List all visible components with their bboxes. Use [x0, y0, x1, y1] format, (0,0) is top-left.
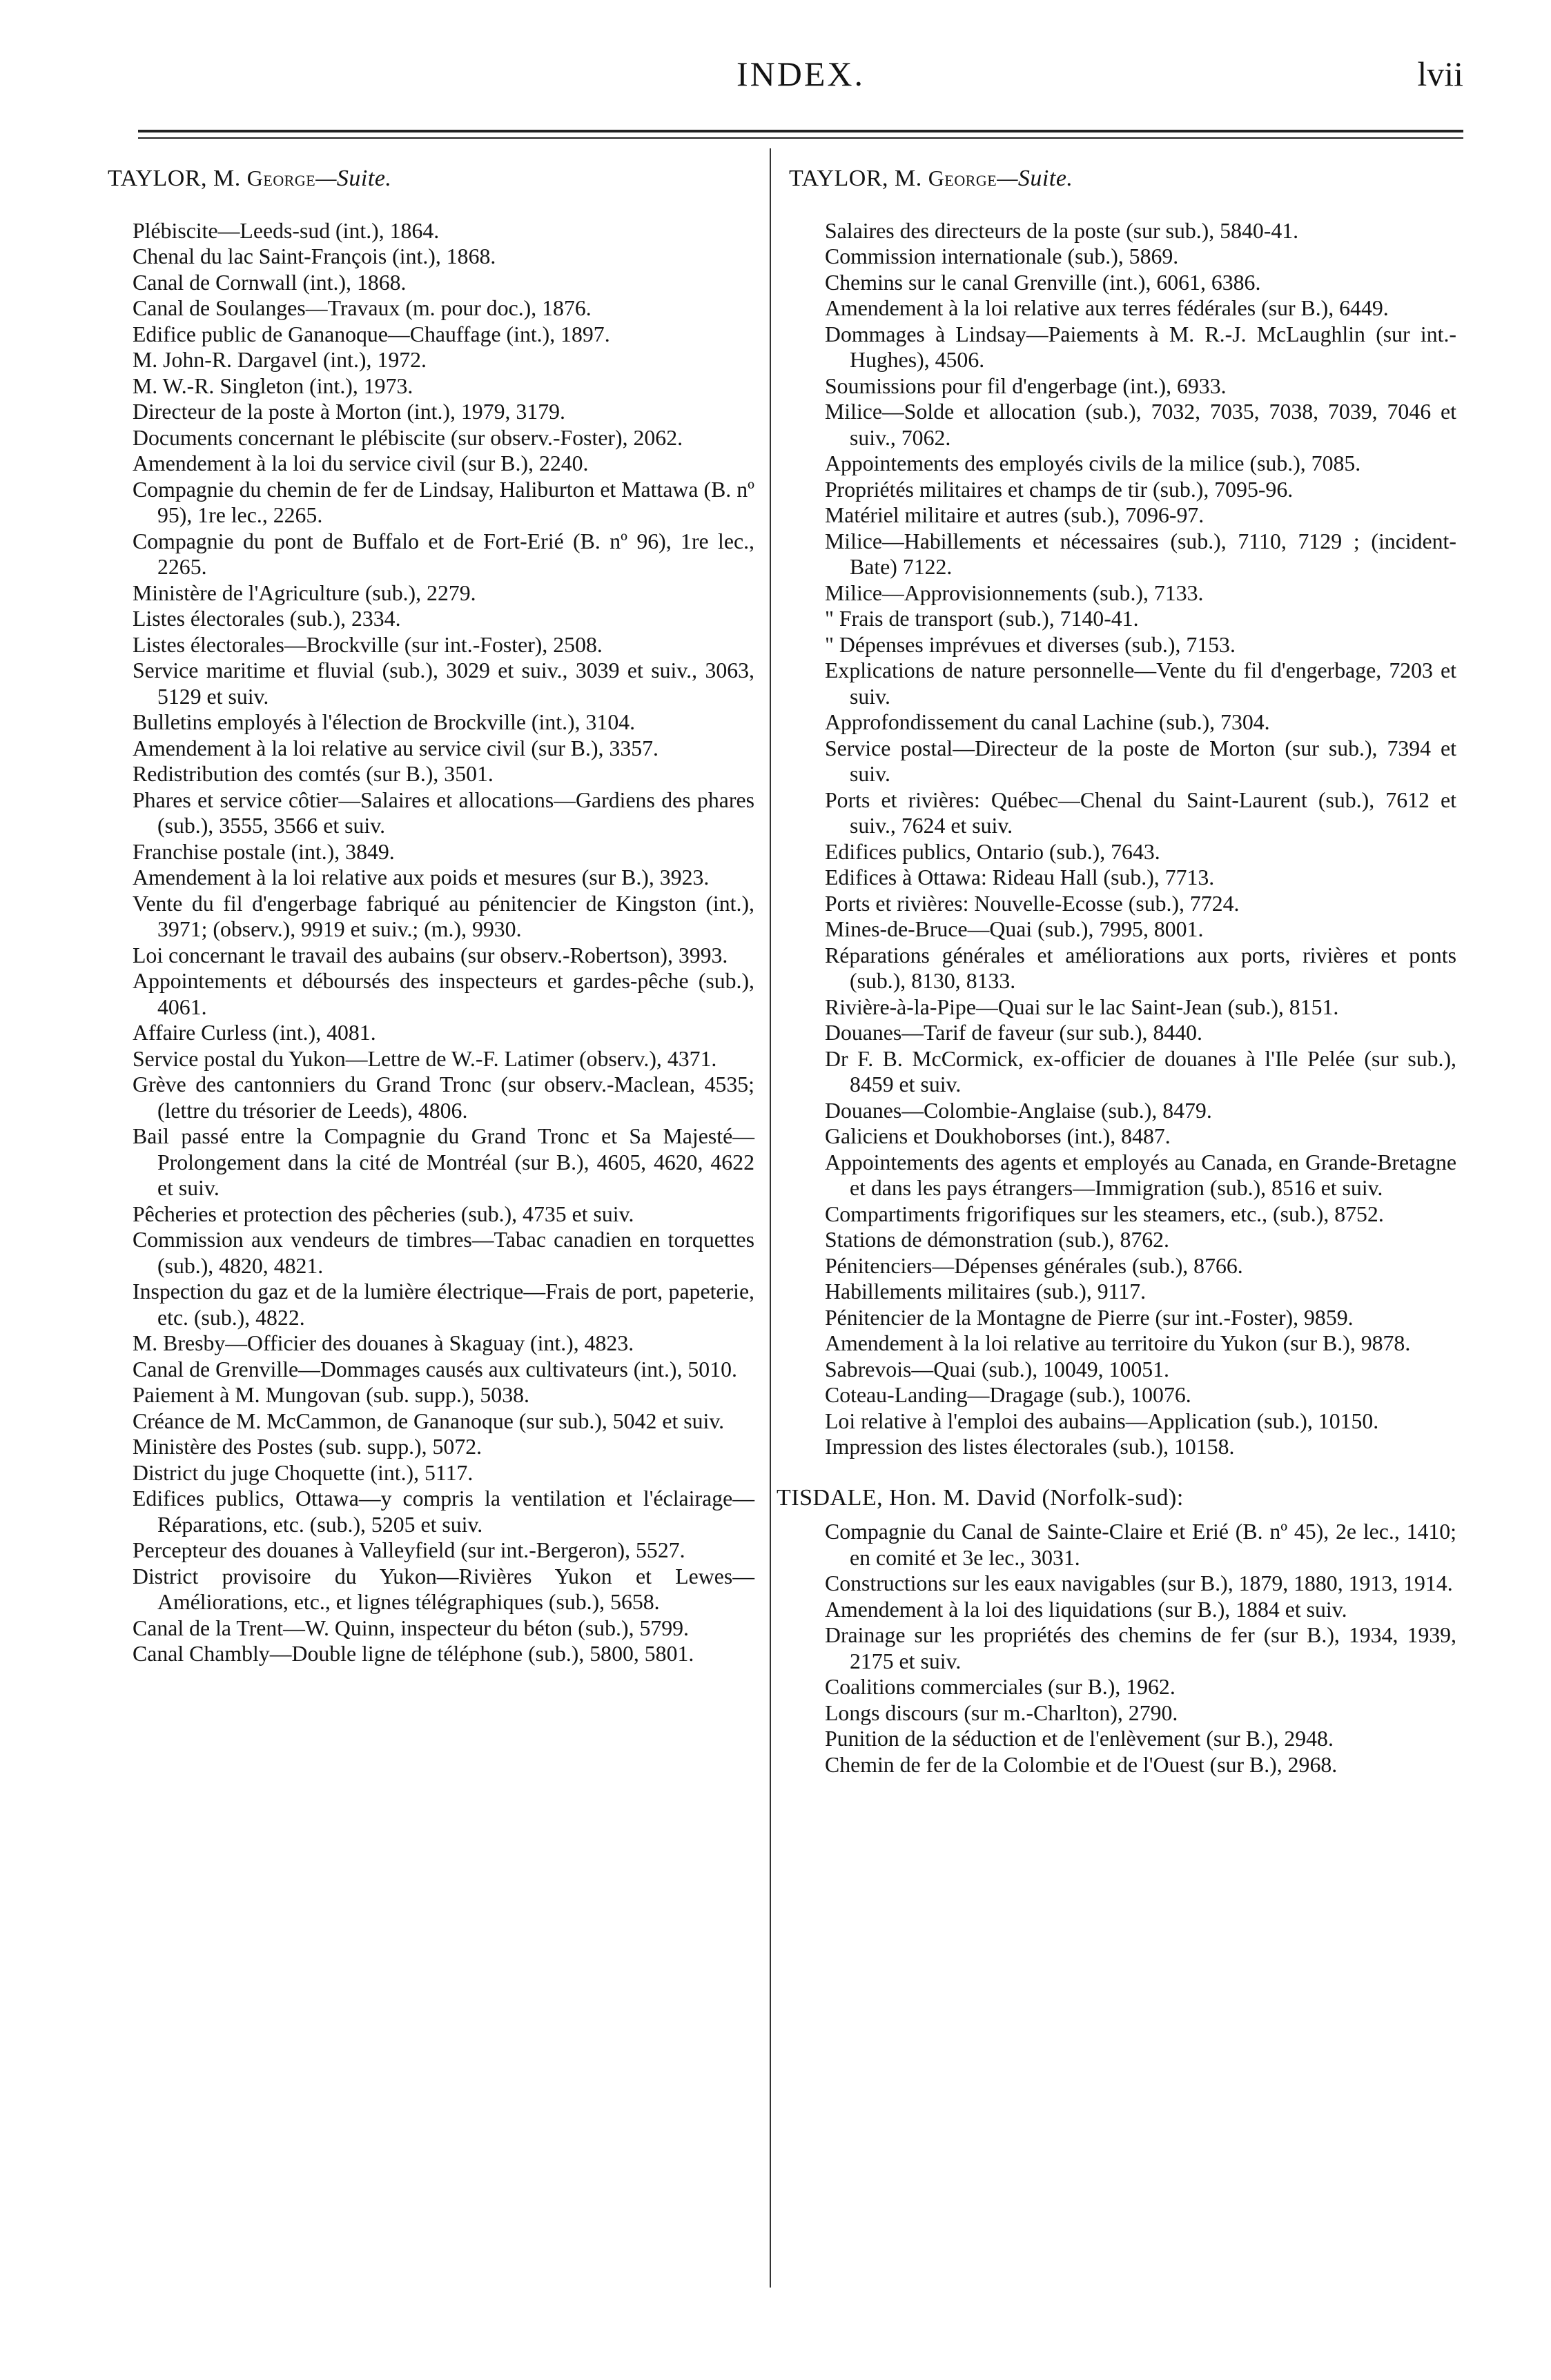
person-surname: TAYLOR, M. [789, 166, 922, 191]
index-entry: M. W.-R. Singleton (int.), 1973. [133, 373, 413, 398]
index-entry: Ministère des Postes (sub. supp.), 5072. [133, 1435, 482, 1459]
index-entry: Loi concernant le travail des aubains (sur observ.-Robertson), 3993. [133, 943, 728, 967]
index-entry: Affaire Curless (int.), 4081. [133, 1021, 376, 1045]
index-entry: Chenal du lac Saint-François (int.), 1868. [133, 244, 496, 268]
index-entry: Ports et rivières: Québec—Chenal du Saint-Laurent (sub.), 7612 et suiv., 7624 et suiv. [825, 787, 1456, 838]
index-entry: District du juge Choquette (int.), 5117. [133, 1460, 474, 1485]
index-entry: Chemin de fer de la Colombie et de l'Ouest (sur B.), 2968. [825, 1752, 1338, 1777]
index-entry: Longs discours (sur m.-Charlton), 2790. [825, 1700, 1178, 1725]
index-entry: Dr F. B. McCormick, ex-officier de douanes à l'Ile Pelée (sur sub.), 8459 et suiv. [825, 1046, 1456, 1096]
index-entry: Directeur de la poste à Morton (int.), 1979, 3179. [133, 400, 565, 424]
index-entry: Service maritime et fluvial (sub.), 3029 et suiv., 3039 et suiv., 3063, 5129 et suiv. [133, 658, 754, 709]
index-entry: Compagnie du pont de Buffalo et de Fort-Erié (B. nº 96), 1re lec., 2265. [133, 529, 754, 579]
index-entry: Punition de la séduction et de l'enlèvement (sur B.), 2948. [825, 1727, 1334, 1751]
person-firstname: David [976, 1484, 1036, 1511]
person-heading [777, 1485, 1456, 1511]
page-header [138, 54, 1463, 102]
index-entry: Réparations générales et améliorations aux ports, rivières et ponts (sub.), 8130, 8133. [825, 943, 1456, 993]
index-entry: Créance de M. McCammon, de Gananoque (sur sub.), 5042 et suiv. [133, 1408, 725, 1433]
column-divider [770, 148, 771, 2288]
header-rule-thin [138, 137, 1463, 139]
index-entry: Compagnie du chemin de fer de Lindsay, Haliburton et Mattawa (B. nº 95), 1re lec., 2265. [133, 477, 754, 527]
index-entry: Amendement à la loi relative au territoire du Yukon (sur B.), 9878. [825, 1331, 1411, 1355]
person-suite: —Suite. [315, 166, 392, 191]
index-entry: Amendement à la loi des liquidations (sur B.), 1884 et suiv. [825, 1597, 1347, 1622]
index-entry: " Dépenses imprévues et diverses (sub.), 7153. [825, 632, 1236, 657]
index-entry: Paiement à M. Mungovan (sub. supp.), 5038. [133, 1383, 529, 1407]
index-entry: Edifice public de Gananoque—Chauffage (int.), 1897. [133, 322, 610, 346]
index-entry: Grève des cantonniers du Grand Tronc (sur observ.-Maclean, 4535; (lettre du trésorier de Leeds), 4806. [133, 1072, 754, 1123]
index-entry: Sabrevois—Quai (sub.), 10049, 10051. [825, 1357, 1169, 1381]
page-title: INDEX. [736, 55, 866, 93]
right-column [777, 166, 1456, 1778]
index-entry: Propriétés militaires et champs de tir (sub.), 7095-96. [825, 477, 1294, 502]
index-entry: Service postal—Directeur de la poste de Morton (sur sub.), 7394 et suiv. [825, 736, 1456, 786]
index-entry: M. John-R. Dargavel (int.), 1972. [133, 348, 427, 372]
person-riding: (Norfolk-sud): [1042, 1484, 1184, 1511]
index-entry: Amendement à la loi relative au service civil (sur B.), 3357. [133, 736, 659, 760]
index-entry: Matériel militaire et autres (sub.), 7096-97. [825, 503, 1204, 527]
index-entry: Plébiscite—Leeds-sud (int.), 1864. [133, 218, 440, 243]
person-surname: TISDALE, Hon. M. [777, 1484, 970, 1511]
index-entry: Coteau-Landing—Dragage (sub.), 10076. [825, 1383, 1191, 1407]
index-entry: Canal de la Trent—W. Quinn, inspecteur du béton (sub.), 5799. [133, 1615, 690, 1640]
page-number: lvii [1417, 55, 1463, 93]
index-entry: Constructions sur les eaux navigables (sur B.), 1879, 1880, 1913, 1914. [825, 1571, 1453, 1595]
person-firstname: George [246, 166, 316, 190]
person-suite: —Suite. [997, 166, 1073, 191]
index-entry: Commission aux vendeurs de timbres—Tabac canadien en torquettes (sub.), 4820, 4821. [133, 1228, 754, 1278]
index-entry: Bail passé entre la Compagnie du Grand Tronc et Sa Majesté—Prolongement dans la cité de Montréal (sur B.), 4605, 4620, 4622 et suiv. [133, 1124, 754, 1200]
index-entry: Douanes—Colombie-Anglaise (sub.), 8479. [825, 1098, 1212, 1123]
index-entry: Amendement à la loi relative aux terres fédérales (sur B.), 6449. [825, 296, 1389, 320]
index-entry: Salaires des directeurs de la poste (sur sub.), 5840-41. [825, 218, 1299, 243]
index-entry: Ministère de l'Agriculture (sub.), 2279. [133, 580, 476, 605]
index-entry: Commission internationale (sub.), 5869. [825, 244, 1179, 268]
index-entry: Stations de démonstration (sub.), 8762. [825, 1228, 1169, 1252]
index-entry: Canal Chambly—Double ligne de téléphone (sub.), 5800, 5801. [133, 1642, 694, 1666]
spacer [777, 1460, 1456, 1485]
index-entry: Appointements des agents et employés au Canada, en Grande-Bretagne et dans les pays étrangers—Immigration (sub.), 8516 et suiv. [825, 1150, 1456, 1200]
index-entry: Drainage sur les propriétés des chemins de fer (sur B.), 1934, 1939, 2175 et suiv. [825, 1623, 1456, 1673]
index-entry: Service postal du Yukon—Lettre de W.-F. Latimer (observ.), 4371. [133, 1046, 717, 1071]
index-entry: Habillements militaires (sub.), 9117. [825, 1279, 1147, 1304]
index-entry: Ports et rivières: Nouvelle-Ecosse (sub.), 7724. [825, 891, 1240, 916]
index-entry: Franchise postale (int.), 3849. [133, 839, 395, 864]
index-entry: Milice—Habillements et nécessaires (sub.), 7110, 7129 ; (incident-Bate) 7122. [825, 529, 1456, 579]
entry-list [777, 218, 1456, 1460]
index-entry: Milice—Solde et allocation (sub.), 7032, 7035, 7038, 7039, 7046 et suiv., 7062. [825, 400, 1456, 450]
person-firstname: George [928, 166, 997, 190]
index-entry: Edifices publics, Ontario (sub.), 7643. [825, 839, 1160, 864]
header-rule-thick [138, 130, 1463, 132]
index-entry: Pêcheries et protection des pêcheries (sub.), 4735 et suiv. [133, 1201, 634, 1226]
index-entry: Edifices à Ottawa: Rideau Hall (sub.), 7713. [825, 865, 1215, 889]
entry-list [95, 218, 754, 1667]
index-entry: Pénitencier de la Montagne de Pierre (sur int.-Foster), 9859. [825, 1305, 1354, 1330]
index-entry: Milice—Approvisionnements (sub.), 7133. [825, 580, 1204, 605]
index-entry: " Frais de transport (sub.), 7140-41. [825, 607, 1139, 631]
index-entry: Amendement à la loi relative aux poids et mesures (sur B.), 3923. [133, 865, 710, 889]
index-entry: Douanes—Tarif de faveur (sur sub.), 8440. [825, 1021, 1202, 1045]
index-entry: Percepteur des douanes à Valleyfield (sur int.-Bergeron), 5527. [133, 1538, 685, 1562]
index-entry: Explications de nature personnelle—Vente du fil d'engerbage, 7203 et suiv. [825, 658, 1456, 709]
index-entry: Approfondissement du canal Lachine (sub.), 7304. [825, 710, 1270, 734]
index-entry: Mines-de-Bruce—Quai (sub.), 7995, 8001. [825, 917, 1204, 941]
index-entry: Vente du fil d'engerbage fabriqué au pénitencier de Kingston (int.), 3971; (observ.), 9919 et suiv.; (m.), 9930. [133, 891, 754, 941]
index-entry: Dommages à Lindsay—Paiements à M. R.-J. McLaughlin (sur int.-Hughes), 4506. [825, 322, 1456, 372]
index-entry: District provisoire du Yukon—Rivières Yukon et Lewes—Améliorations, etc., et lignes télégraphiques (sub.), 5658. [133, 1564, 754, 1614]
index-entry: Rivière-à-la-Pipe—Quai sur le lac Saint-Jean (sub.), 8151. [825, 994, 1339, 1019]
person-heading [95, 166, 754, 192]
index-entry: Chemins sur le canal Grenville (int.), 6061, 6386. [825, 270, 1261, 295]
index-entry: M. Bresby—Officier des douanes à Skaguay (int.), 4823. [133, 1331, 634, 1355]
index-entry: Edifices publics, Ottawa—y compris la ventilation et l'éclairage—Réparations, etc. (sub.), 5205 et suiv. [133, 1486, 754, 1537]
index-entry: Phares et service côtier—Salaires et allocations—Gardiens des phares (sub.), 3555, 3566 et suiv. [133, 787, 754, 838]
index-entry: Redistribution des comtés (sur B.), 3501. [133, 762, 494, 786]
entry-list [777, 1519, 1456, 1778]
index-entry: Canal de Cornwall (int.), 1868. [133, 270, 407, 295]
index-entry: Amendement à la loi du service civil (sur B.), 2240. [133, 451, 589, 475]
index-entry: Compagnie du Canal de Sainte-Claire et Erié (B. nº 45), 2e lec., 1410; en comité et 3e lec., 3031. [825, 1520, 1456, 1570]
index-entry: Appointements et déboursés des inspecteurs et gardes-pêche (sub.), 4061. [133, 969, 754, 1019]
index-entry: Soumissions pour fil d'engerbage (int.), 6933. [825, 373, 1227, 398]
left-column [95, 166, 754, 1667]
index-entry: Impression des listes électorales (sub.), 10158. [825, 1435, 1235, 1459]
index-entry: Coalitions commerciales (sur B.), 1962. [825, 1675, 1176, 1699]
person-surname: TAYLOR, M. [108, 166, 241, 191]
index-entry: Canal de Grenville—Dommages causés aux cultivateurs (int.), 5010. [133, 1357, 737, 1381]
index-entry: Listes électorales (sub.), 2334. [133, 607, 401, 631]
index-entry: Listes électorales—Brockville (sur int.-Foster), 2508. [133, 632, 603, 657]
index-entry: Bulletins employés à l'élection de Brockville (int.), 3104. [133, 710, 636, 734]
person-heading [777, 166, 1456, 192]
index-entry: Loi relative à l'emploi des aubains—Application (sub.), 10150. [825, 1408, 1379, 1433]
index-entry: Inspection du gaz et de la lumière électrique—Frais de port, papeterie, etc. (sub.), 4822. [133, 1279, 754, 1330]
index-entry: Documents concernant le plébiscite (sur observ.-Foster), 2062. [133, 425, 683, 450]
index-entry: Appointements des employés civils de la milice (sub.), 7085. [825, 451, 1361, 475]
index-entry: Galiciens et Doukhoborses (int.), 8487. [825, 1124, 1171, 1148]
index-entry: Compartiments frigorifiques sur les steamers, etc., (sub.), 8752. [825, 1201, 1384, 1226]
index-entry: Pénitenciers—Dépenses générales (sub.), 8766. [825, 1253, 1243, 1278]
index-entry: Canal de Soulanges—Travaux (m. pour doc.), 1876. [133, 296, 592, 320]
